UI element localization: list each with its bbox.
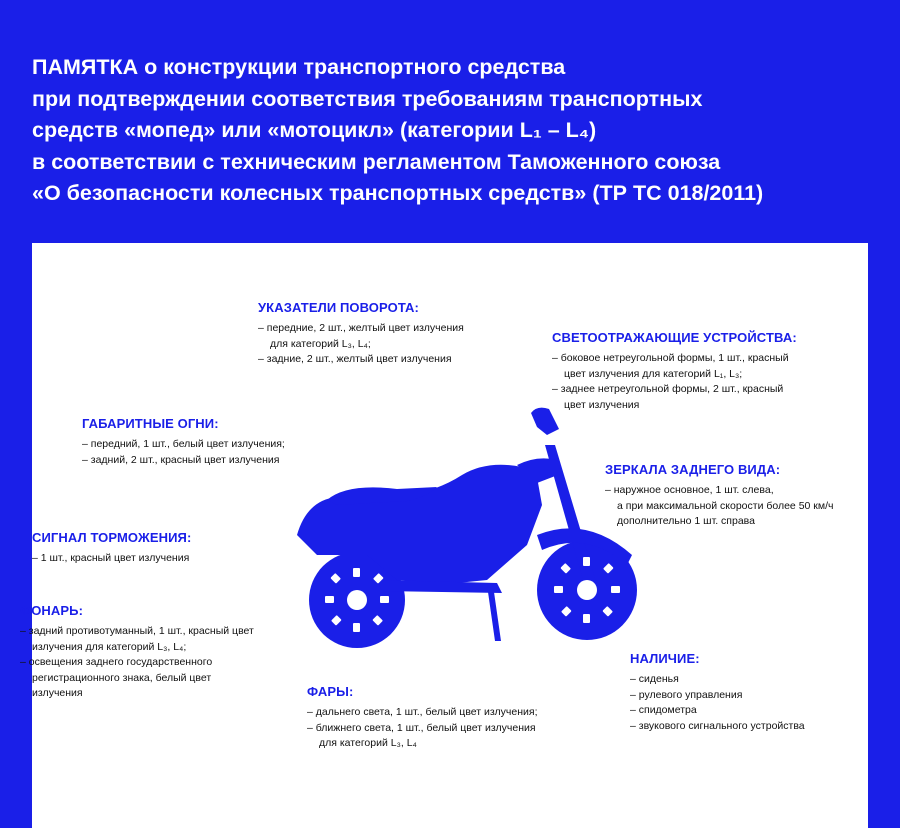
list-item: – задние, 2 шт., желтый цвет излучения [258, 353, 452, 365]
turn-signals-heading: УКАЗАТЕЛИ ПОВОРОТА: [258, 300, 419, 315]
title-line-1 [32, 52, 882, 84]
list-item: – задний, 2 шт., красный цвет излучения [82, 453, 280, 466]
list-item: – спидометра [630, 704, 697, 716]
position-lights-block [82, 416, 285, 468]
headlights-block [307, 684, 538, 752]
presence-heading: НАЛИЧИЕ: [630, 651, 700, 666]
turn-signals-block [258, 300, 464, 368]
list-item: – боковое нетреугольной формы, 1 шт., красный цвет излучения для категорий L₁, L₃; [552, 352, 789, 380]
list-item: – звукового сигнального устройства [630, 719, 805, 732]
list-item: – наружное основное, 1 шт. слева, а при максимальной скорости более 50 км/ч дополнительно 1 шт. справа [605, 484, 834, 527]
lamp-heading: ФОНАРЬ: [20, 603, 84, 618]
page-title [32, 52, 882, 210]
position-lights-heading: ГАБАРИТНЫЕ ОГНИ: [82, 416, 219, 431]
brake-signal-heading: СИГНАЛ ТОРМОЖЕНИЯ: [32, 530, 192, 545]
list-item: – рулевого управления [630, 688, 743, 701]
list-item: – дальнего света, 1 шт., белый цвет излучения; [307, 706, 538, 718]
title-line-4: в соответствии с техническим регламентом Таможенного союза [32, 149, 721, 174]
list-item: – освещения заднего государственного регистрационного знака, белый цвет излучения [20, 656, 213, 699]
list-item: – передние, 2 шт., желтый цвет излучения для категорий L₃, L₄; [258, 322, 464, 350]
list-item: – ближнего света, 1 шт., белый цвет излучения для категорий L₃, L₄ [307, 721, 536, 749]
motorcycle-icon [287, 405, 647, 650]
mirrors-heading: ЗЕРКАЛА ЗАДНЕГО ВИДА: [605, 462, 781, 477]
title-line-5: «О безопасности колесных транспортных средств» (ТР ТС 018/2011) [32, 181, 764, 205]
list-item: – задний противотуманный, 1 шт., красный цвет излучения для категорий L₃, L₄; [20, 625, 254, 653]
title-line-3: средств «мопед» или «мотоцикл» (категории L₁ – L₄) [32, 118, 597, 142]
reflectors-block [552, 330, 797, 413]
list-item: – заднее нетреугольной формы, 2 шт., красный цвет излучения [552, 383, 784, 411]
list-item: – передний, 1 шт., белый цвет излучения; [82, 438, 285, 450]
presence-block [630, 651, 805, 734]
title-line-1-rest: о конструкции транспортного средства [138, 55, 566, 79]
title-keyword: ПАМЯТКА [32, 55, 139, 79]
lamp-block [20, 603, 254, 702]
list-item: – 1 шт., красный цвет излучения [32, 552, 190, 564]
list-item: – сиденья [630, 673, 679, 685]
reflectors-heading: СВЕТООТРАЖАЮЩИЕ УСТРОЙСТВА: [552, 330, 797, 345]
headlights-heading: ФАРЫ: [307, 684, 354, 699]
info-panel [20, 243, 868, 828]
title-line-2: при подтверждении соответствия требованиям транспортных [32, 86, 703, 111]
brake-signal-block [32, 530, 191, 567]
